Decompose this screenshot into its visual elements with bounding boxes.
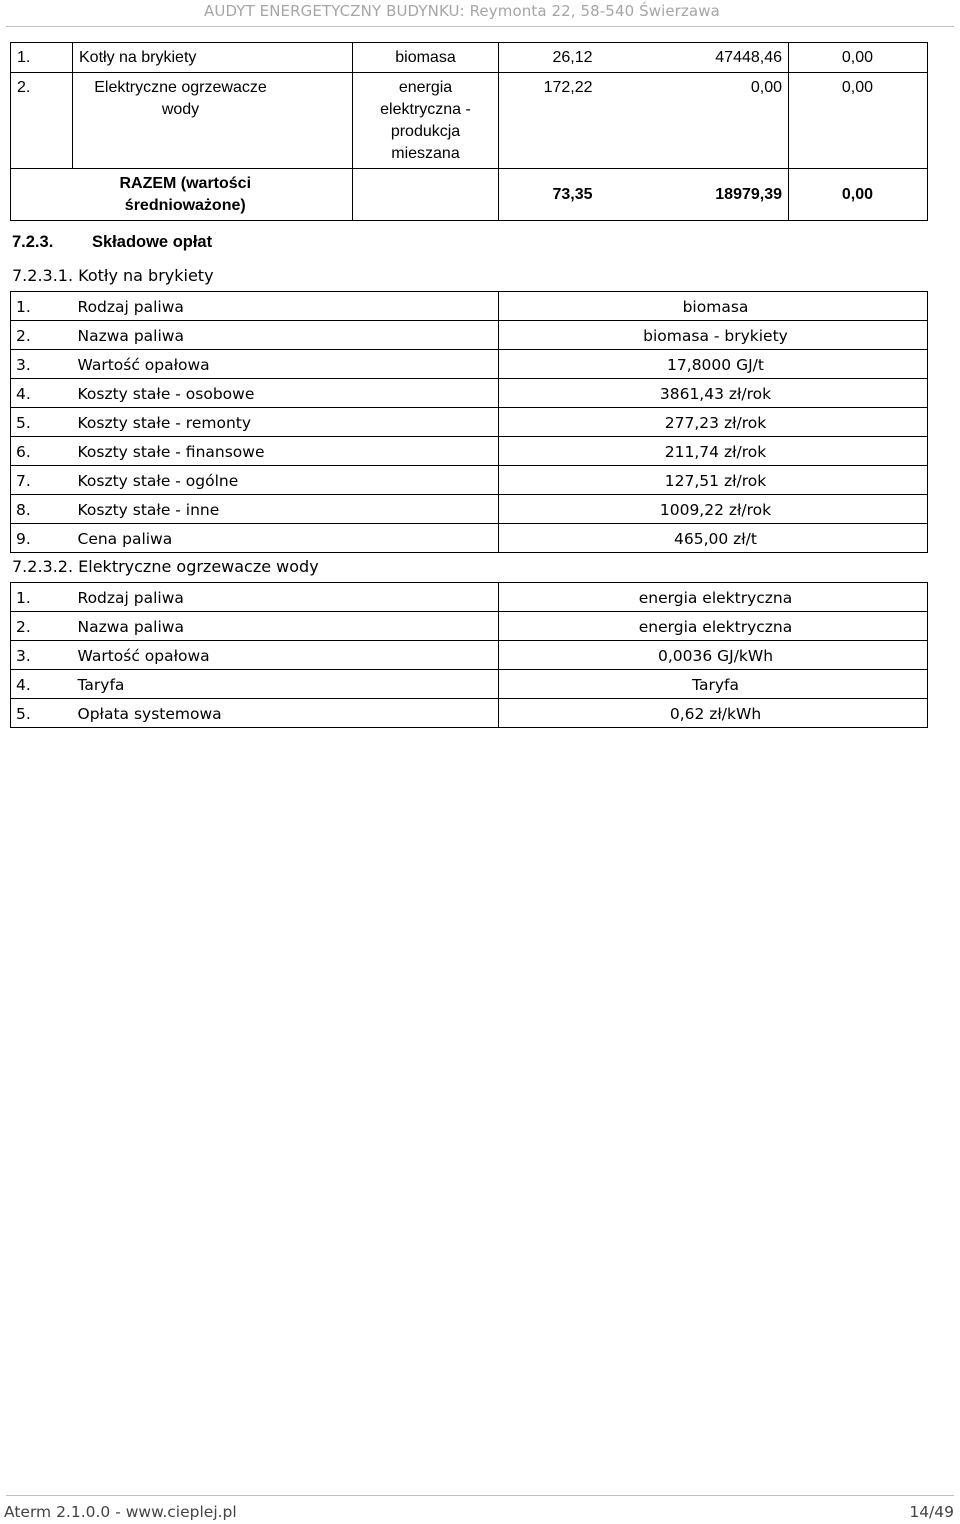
- footer-divider: [6, 1495, 954, 1496]
- row-value: 277,23 zł/rok: [499, 408, 928, 437]
- row-value: 1009,22 zł/rok: [499, 495, 928, 524]
- row-number: 3.: [11, 350, 73, 379]
- total-row: [11, 169, 928, 221]
- row-label: Rodzaj paliwa: [73, 583, 499, 612]
- row-value-3: 0,00: [789, 73, 928, 169]
- row-number: 5.: [11, 699, 73, 728]
- row-value-2: 0,00: [599, 73, 789, 169]
- row-label: Wartość opałowa: [73, 641, 499, 670]
- total-value-1: 73,35: [499, 169, 599, 221]
- row-value: energia elektryczna: [499, 612, 928, 641]
- row-value: 0,62 zł/kWh: [499, 699, 928, 728]
- row-value-3: 0,00: [789, 43, 928, 73]
- row-label: Nazwa paliwa: [73, 321, 499, 350]
- row-value: 465,00 zł/t: [499, 524, 928, 553]
- row-value: biomasa: [499, 292, 928, 321]
- row-name: Kotły na brykiety: [73, 43, 353, 73]
- page-header-title: AUDYT ENERGETYCZNY BUDYNKU: Reymonta 22, 58-540 Świerzawa: [204, 2, 720, 20]
- row-number: 2.: [11, 321, 73, 350]
- row-fuel: biomasa: [353, 43, 499, 73]
- table-row: [11, 350, 928, 379]
- footer-software: Aterm 2.1.0.0 - www.cieplej.pl: [4, 1503, 237, 1521]
- table-row: [11, 524, 928, 553]
- row-label: Koszty stałe - inne: [73, 495, 499, 524]
- total-value-3: 0,00: [789, 169, 928, 221]
- row-number: 1.: [11, 292, 73, 321]
- row-number: 4.: [11, 670, 73, 699]
- section-723-title: Składowe opłat: [92, 233, 213, 251]
- section-723-number: 7.2.3.: [12, 233, 54, 251]
- total-value-2: 18979,39: [599, 169, 789, 221]
- row-number: 1.: [11, 43, 73, 73]
- row-value: energia elektryczna: [499, 583, 928, 612]
- row-value-2: 47448,46: [599, 43, 789, 73]
- row-label: Koszty stałe - osobowe: [73, 379, 499, 408]
- header-divider: [6, 26, 954, 27]
- row-value: 17,8000 GJ/t: [499, 350, 928, 379]
- row-value: 3861,43 zł/rok: [499, 379, 928, 408]
- row-number: 7.: [11, 466, 73, 495]
- row-value: 0,0036 GJ/kWh: [499, 641, 928, 670]
- page-number: 14/49: [909, 1503, 954, 1521]
- table-row: [11, 292, 928, 321]
- row-label: Wartość opałowa: [73, 350, 499, 379]
- row-label: Cena paliwa: [73, 524, 499, 553]
- row-value: 127,51 zł/rok: [499, 466, 928, 495]
- row-value: Taryfa: [499, 670, 928, 699]
- total-number-cell: [11, 169, 73, 221]
- row-label: Koszty stałe - finansowe: [73, 437, 499, 466]
- table-row: [11, 466, 928, 495]
- table-row: [11, 495, 928, 524]
- row-number: 5.: [11, 408, 73, 437]
- row-value-1: 26,12: [499, 43, 599, 73]
- row-name: Elektryczne ogrzewacze wody: [73, 73, 353, 169]
- total-label: RAZEM (wartości średnioważone): [73, 169, 353, 221]
- table-row: [11, 379, 928, 408]
- row-number: 3.: [11, 641, 73, 670]
- table-row: [11, 612, 928, 641]
- row-value-1: 172,22: [499, 73, 599, 169]
- table-row: [11, 43, 928, 73]
- table-row: [11, 670, 928, 699]
- row-number: 1.: [11, 583, 73, 612]
- row-value: biomasa - brykiety: [499, 321, 928, 350]
- section-7231-heading: 7.2.3.1. Kotły na brykiety: [12, 266, 214, 285]
- fuel-parameters-table-boilers: [10, 291, 928, 553]
- row-number: 2.: [11, 612, 73, 641]
- row-label: Koszty stałe - remonty: [73, 408, 499, 437]
- table-row: [11, 699, 928, 728]
- table-row: [11, 641, 928, 670]
- row-label: Taryfa: [73, 670, 499, 699]
- row-value: 211,74 zł/rok: [499, 437, 928, 466]
- total-fuel-cell: [353, 169, 499, 221]
- table-row: [11, 583, 928, 612]
- table-row: [11, 408, 928, 437]
- table-row: [11, 437, 928, 466]
- table-row: [11, 321, 928, 350]
- section-7232-heading: 7.2.3.2. Elektryczne ogrzewacze wody: [12, 557, 319, 576]
- row-label: Nazwa paliwa: [73, 612, 499, 641]
- row-fuel: energia elektryczna - produkcja mieszana: [353, 73, 499, 169]
- table-row: [11, 73, 928, 169]
- fuel-parameters-table-water-heaters: [10, 582, 928, 728]
- row-number: 9.: [11, 524, 73, 553]
- row-number: 8.: [11, 495, 73, 524]
- row-number: 6.: [11, 437, 73, 466]
- row-number: 2.: [11, 73, 73, 169]
- summary-table: [10, 42, 928, 221]
- row-label: Koszty stałe - ogólne: [73, 466, 499, 495]
- row-number: 4.: [11, 379, 73, 408]
- row-label: Opłata systemowa: [73, 699, 499, 728]
- row-label: Rodzaj paliwa: [73, 292, 499, 321]
